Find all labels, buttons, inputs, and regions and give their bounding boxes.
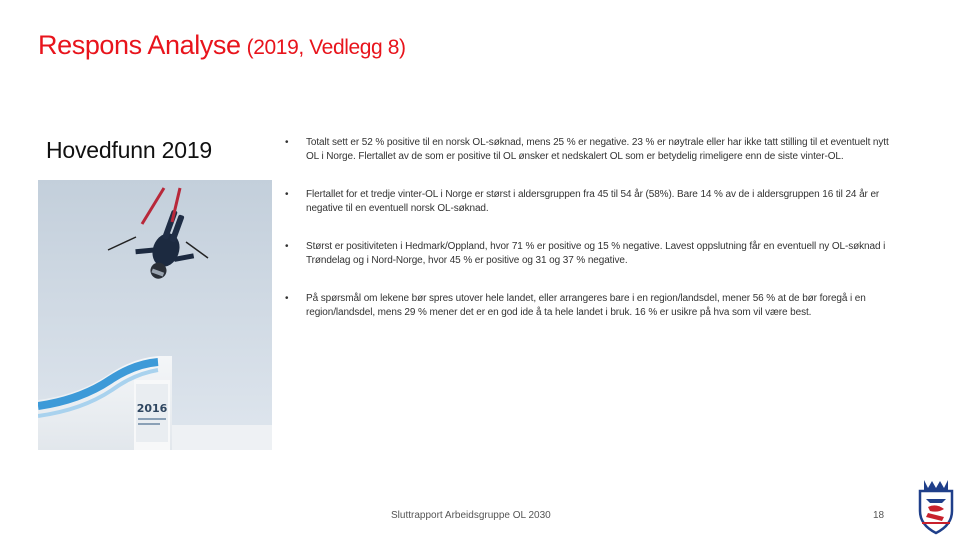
section-heading: Hovedfunn 2019 [46,137,213,163]
finding-item [285,292,895,319]
bullet-marker: • [285,241,289,252]
finding-text: Flertallet for et tredje vinter-OL i Norge er størst i aldersgruppen fra 45 til 54 år (58%). Bare 14 % av de i aldersgruppen 16 til 24 år er negative til en eventuell norsk OL-søknad. [306,189,880,214]
finding-item [285,136,895,163]
footer-text: Sluttrapport Arbeidsgruppe OL 2030 [391,510,551,521]
finding-text: Totalt sett er 52 % positive til en norsk OL-søknad, mens 25 % er negative. 23 % er nøytrale eller har ikke tatt stilling til et eventuelt nytt OL i Norge. Flertallet av de som er positive til OL ønsker et nedskalert OL som er betydelig rimeligere enn de siste vinter-OL. [306,137,889,162]
slide-title-main: Respons Analyse [38,30,241,60]
bullet-marker: • [285,137,289,148]
finding-item [285,188,895,215]
page-number: 18 [873,510,885,521]
finding-item [285,240,895,267]
finding-text: På spørsmål om lekene bør spres utover hele landet, eller arrangeres bare i en region/landsdel, mener 56 % at de bør foregå i en region/landsdel, mens 29 % mener det er en god ide å ta hele landet i bruk. 16 % er usikre på hva som vil være best. [306,293,866,318]
findings-list [285,136,895,344]
finding-text: Størst er positiviteten i Hedmark/Oppland, hvor 71 % er positive og 15 % negative. Lavest oppslutning får en eventuell ny OL-søknad i Trøndelag og i Nord-Norge, hvor 45 % er positive og 31 og 37 % negative. [306,241,886,266]
slide-title [38,30,406,61]
skier-jump-photo [38,180,272,450]
sign-year-text: 2016 [136,402,168,415]
bullet-marker: • [285,189,289,200]
slide-title-sub: (2019, Vedlegg 8) [246,36,406,59]
bullet-marker: • [285,293,289,304]
coat-of-arms-logo [916,477,956,535]
